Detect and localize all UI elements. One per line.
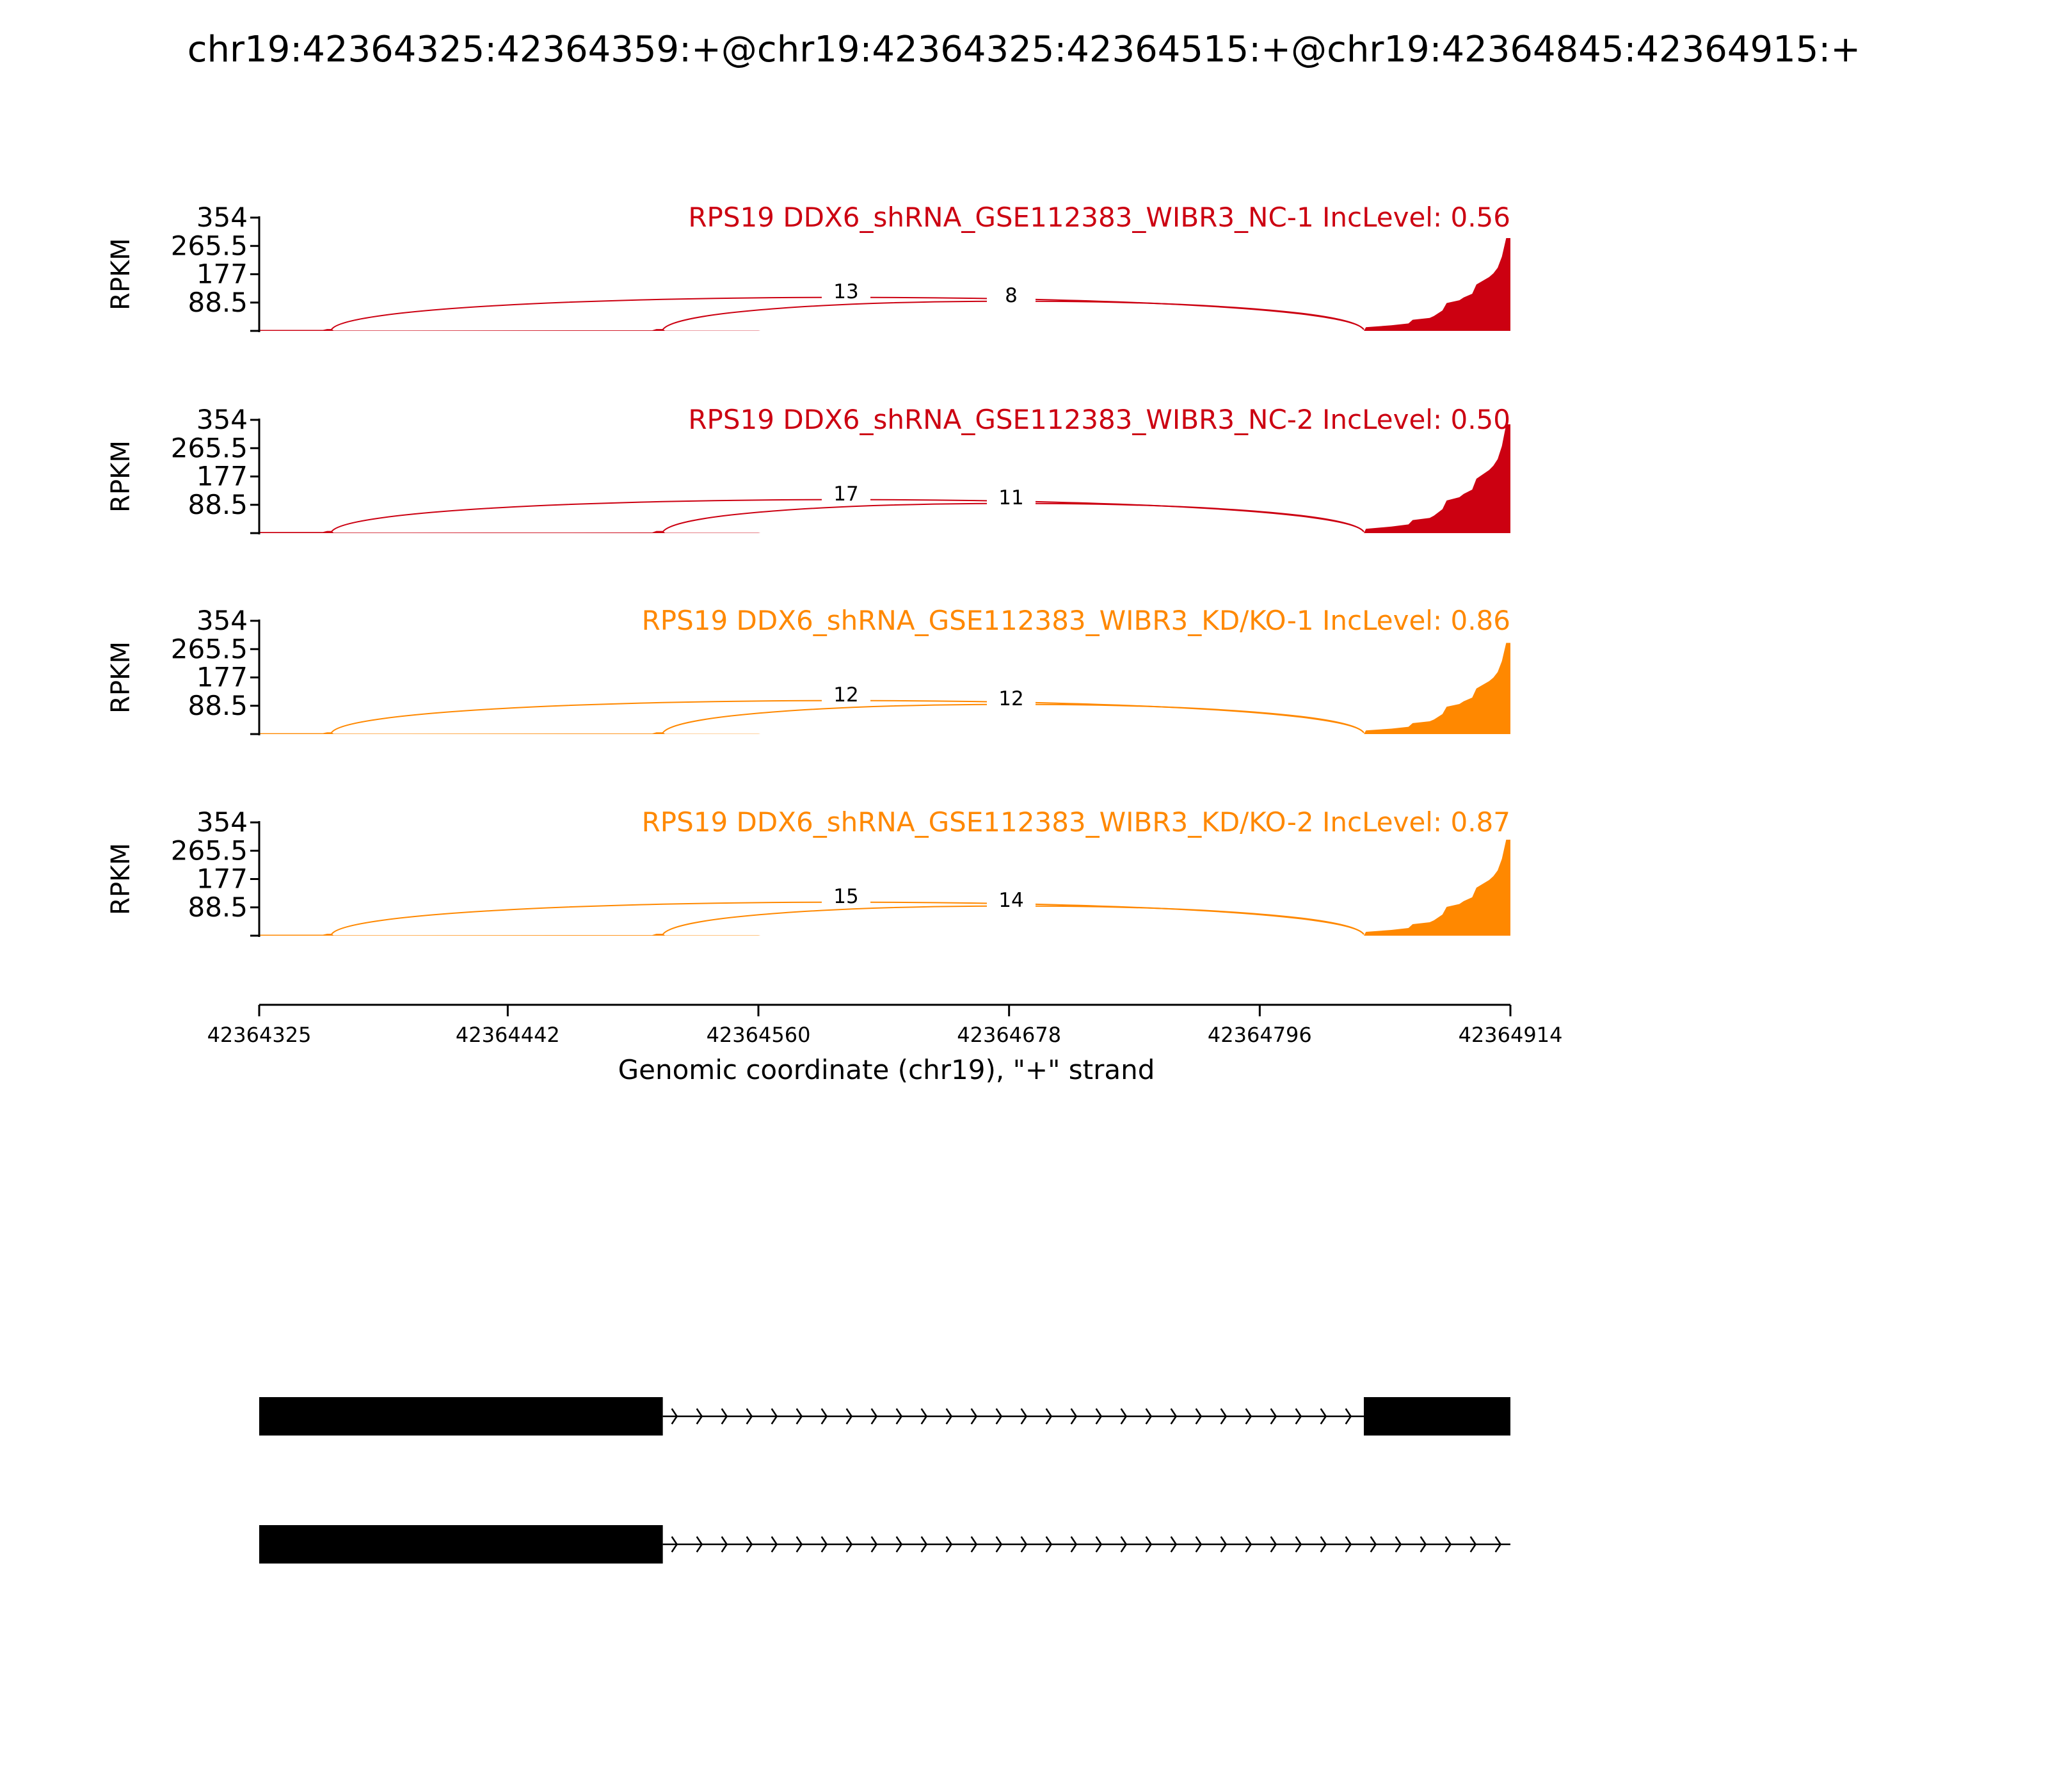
isoform-track	[259, 1525, 1510, 1564]
y-tick-label: 88.5	[188, 689, 248, 721]
y-tick-label: 354	[196, 202, 248, 233]
exon-block	[259, 1525, 663, 1564]
y-tick-label: 354	[196, 605, 248, 636]
x-tick-label: 42364678	[957, 1023, 1062, 1047]
x-axis-label: Genomic coordinate (chr19), "+" strand	[618, 1054, 1155, 1085]
junction-count-label: 14	[998, 889, 1024, 912]
y-tick-label: 265.5	[170, 230, 248, 262]
x-tick-label: 42364914	[1458, 1023, 1563, 1047]
y-tick-label: 265.5	[170, 432, 248, 464]
x-axis	[207, 1005, 1563, 1047]
track-panel	[106, 404, 1510, 534]
junction-count-label: 15	[833, 885, 859, 908]
y-tick-label: 354	[196, 404, 248, 435]
y-tick-label: 177	[196, 661, 248, 693]
junction-count-label: 8	[1005, 284, 1018, 307]
track-label: RPS19 DDX6_shRNA_GSE112383_WIBR3_KD/KO-1 IncLevel: 0.86	[641, 605, 1510, 636]
track-panel	[106, 202, 1510, 332]
track-panel	[106, 605, 1510, 735]
track-panel	[106, 806, 1510, 937]
junction-count-label: 12	[833, 684, 859, 707]
track-label: RPS19 DDX6_shRNA_GSE112383_WIBR3_NC-2 IncLevel: 0.50	[688, 404, 1510, 435]
y-tick-label: 88.5	[188, 488, 248, 520]
junction-count-label: 12	[998, 687, 1024, 710]
y-tick-label: 177	[196, 863, 248, 895]
y-axis-label: RPKM	[106, 641, 136, 714]
exon-block	[259, 1397, 663, 1436]
exon-block	[1364, 1397, 1510, 1436]
y-axis-label: RPKM	[106, 843, 136, 915]
junction-count-label: 17	[833, 483, 859, 506]
coverage-area	[259, 424, 1510, 533]
track-panels	[106, 202, 1510, 937]
junction-count-label: 11	[998, 486, 1024, 509]
y-tick-label: 177	[196, 258, 248, 290]
y-tick-label: 265.5	[170, 633, 248, 665]
y-tick-label: 88.5	[188, 891, 248, 923]
junction-count-label: 13	[833, 280, 859, 303]
y-tick-label: 177	[196, 460, 248, 492]
plot-title: chr19:42364325:42364359:+@chr19:42364325:42364515:+@chr19:42364845:42364915:+	[187, 29, 1861, 70]
x-tick-label: 42364442	[455, 1023, 560, 1047]
y-tick-label: 265.5	[170, 835, 248, 867]
y-tick-label: 354	[196, 806, 248, 838]
y-axis-label: RPKM	[106, 440, 136, 513]
track-label: RPS19 DDX6_shRNA_GSE112383_WIBR3_KD/KO-2 IncLevel: 0.87	[641, 806, 1510, 838]
x-tick-label: 42364325	[207, 1023, 312, 1047]
isoform-track	[259, 1397, 1510, 1436]
y-axis-label: RPKM	[106, 238, 136, 310]
x-tick-label: 42364560	[706, 1023, 811, 1047]
x-tick-label: 42364796	[1207, 1023, 1312, 1047]
track-label: RPS19 DDX6_shRNA_GSE112383_WIBR3_NC-1 IncLevel: 0.56	[688, 202, 1510, 233]
isoform-diagram	[259, 1397, 1510, 1564]
y-tick-label: 88.5	[188, 286, 248, 318]
